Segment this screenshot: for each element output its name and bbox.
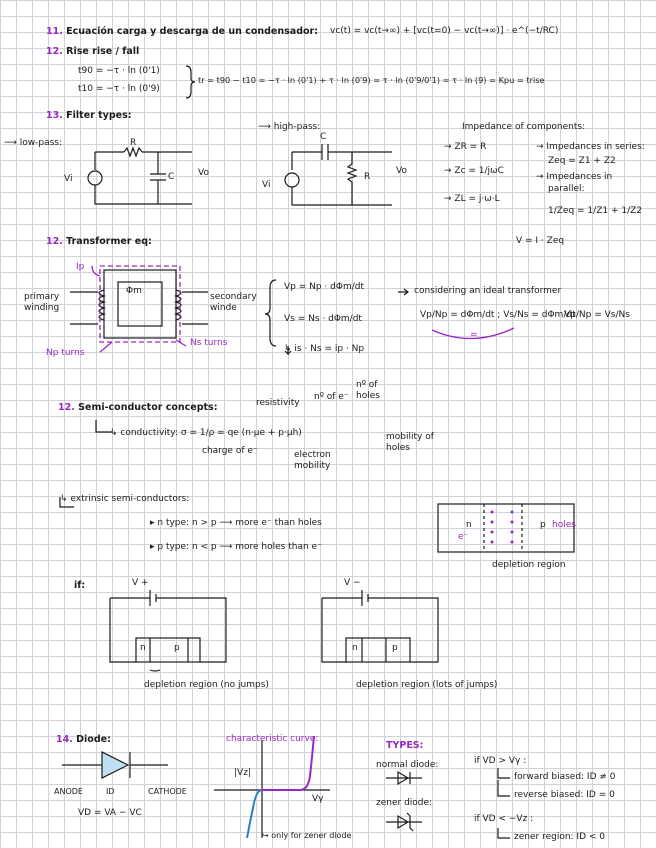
section-number: 11. (46, 26, 63, 37)
brace (186, 66, 195, 98)
battery-1-polarity: V + (132, 578, 149, 588)
semiconductor-heading (58, 402, 218, 413)
hole-count-label: nº of holes (356, 380, 380, 401)
primary-winding-label: primary winding (24, 292, 60, 313)
impedance-capacitor: → Zc = 1/jωC (444, 166, 504, 176)
if-label: if: (74, 580, 86, 591)
series-equation: Zeq = Z1 + Z2 (548, 156, 616, 166)
vs-equation: Vs = Ns · dΦm/dt (284, 314, 362, 324)
electron-count-label: nº of e⁻ (314, 392, 349, 402)
current-equation: ↳ is · Ns = ip · Np (284, 344, 365, 354)
cathode-label: CATHODE (148, 787, 187, 796)
section-title: Filter types: (66, 110, 132, 121)
impedance-inductor: → ZL = j·ω·L (444, 194, 500, 204)
ns-turns-label: Ns turns (190, 338, 228, 348)
diode-symbol (62, 752, 168, 778)
zener-diode-label: zener diode: (376, 798, 433, 808)
section-number: 12. (58, 402, 75, 413)
ratio-equation: Vp/Np = dΦm/dt ; Vs/Ns = dΦm/dt (420, 310, 576, 320)
primary-current-label: Ip (76, 262, 85, 272)
capacitor-label-hp: C (320, 132, 327, 142)
n-region-label: n (466, 520, 472, 530)
section-number: 13. (46, 110, 63, 121)
section-title: Semi-conductor concepts: (78, 402, 218, 413)
bias-circuit-1 (110, 590, 226, 671)
rise-time-equation: tr = t90 − t10 = −τ · ln (0'1) + τ · ln (0'9) = τ · ln (0'9/0'1) = τ · ln (9) = Kpu = trise (198, 75, 545, 85)
zener-note: ↪ only for zener diode (262, 831, 352, 840)
lowpass-label: ⟶ low-pass: (4, 138, 63, 148)
condition-forward: if VD > Vγ : (474, 756, 527, 766)
ohm-law: V = I · Zeq (516, 236, 565, 246)
diode-heading (56, 734, 111, 745)
lowpass-circuit (88, 148, 192, 204)
section-title: Transformer eq: (66, 236, 152, 247)
highpass-circuit (285, 144, 392, 205)
battery-2-polarity: V − (344, 578, 361, 588)
bias-circuit-2 (322, 590, 438, 662)
highpass-label: ⟶ high-pass: (258, 122, 321, 132)
lowpass-text: low-pass: (19, 138, 63, 148)
hole-mobility-label: mobility of holes (386, 432, 434, 453)
depletion-label: depletion region (492, 560, 566, 570)
electron-label: e⁻ (458, 532, 469, 542)
p-label-2: p (392, 643, 398, 653)
zener-note-text: only for zener diode (271, 831, 352, 840)
anode-label: ANODE (54, 787, 83, 796)
np-turns-label: Np turns (46, 348, 85, 358)
ideal-transformer-note: considering an ideal transformer (414, 286, 562, 296)
extrinsic-heading: ↳ extrinsic semi-conductors: (60, 494, 190, 504)
resistivity-label: resistivity (256, 398, 300, 408)
caption-no-jumps: depletion region (no jumps) (144, 680, 269, 690)
p-region-label: p (540, 520, 546, 530)
characteristic-title: characteristic curve: (226, 734, 319, 744)
vo-label-hp: Vo (396, 166, 407, 176)
threshold-voltage-label: Vγ (312, 794, 324, 804)
charge-label: charge of e⁻ (202, 446, 258, 456)
flux-label: Φm (126, 286, 142, 296)
equality-mark: = (470, 330, 478, 340)
diode-current-label: ID (106, 787, 115, 796)
p-label-1: p (174, 643, 180, 653)
t90-equation: t90 = −τ · ln (0'1) (78, 66, 160, 76)
zener-region: zener region: ID < 0 (514, 832, 605, 842)
ntype-line: ▸ n type: n > p ⟶ more e⁻ than holes (150, 518, 322, 528)
forward-biased: forward biased: ID ≠ 0 (514, 772, 616, 782)
impedance-title: Impedance of components: (462, 122, 586, 132)
capacitor-label: C (168, 172, 175, 182)
section-number: 14. (56, 734, 73, 745)
types-title: TYPES: (386, 740, 424, 751)
resistor-label: R (130, 138, 137, 148)
vo-label: Vo (198, 168, 209, 178)
normal-diode-label: normal diode: (376, 760, 439, 770)
transformer-heading (46, 236, 152, 247)
rc-equation: vc(t) = vc(t→∞) + [vc(t=0) − vc(t→∞)] · e^(−t/RC) (330, 26, 559, 36)
electron-mobility-label: electron mobility (294, 450, 331, 471)
section-13-heading (46, 110, 132, 121)
vi-label-hp: Vi (262, 180, 271, 190)
section-number: 12. (46, 236, 63, 247)
reverse-biased: reverse biased: ID = 0 (514, 790, 615, 800)
parallel-label-2: parallel: (548, 184, 585, 194)
resistor-label-hp: R (364, 172, 371, 182)
section-title: Diode: (76, 734, 111, 745)
n-label-2: n (352, 643, 358, 653)
condition-zener: if VD < −Vz : (474, 814, 534, 824)
zener-voltage-label: |Vz| (234, 768, 251, 778)
parallel-label: → Impedances in (536, 172, 613, 182)
ratio-final: Vp/Np = Vs/Ns (564, 310, 630, 320)
vp-equation: Vp = Np · dΦm/dt (284, 282, 364, 292)
secondary-winding-label: secondary winde (210, 292, 257, 313)
holes-label: holes (552, 520, 576, 530)
parallel-equation: 1/Zeq = 1/Z1 + 1/Z2 (548, 206, 642, 216)
caption-lots-of-jumps: depletion region (lots of jumps) (356, 680, 498, 690)
conductivity-equation: ↳ conductivity: σ = 1/ρ = qe (n·μe + p·μh) (110, 428, 302, 438)
section-11-heading (46, 26, 318, 37)
n-label-1: n (140, 643, 146, 653)
impedance-resistor: → ZR = R (444, 142, 487, 152)
diode-voltage-equation: VD = VA − VC (78, 808, 142, 818)
ptype-line: ▸ p type: n < p ⟶ more holes than e⁻ (150, 542, 322, 552)
vi-label: Vi (64, 174, 73, 184)
series-label: → Impedances in series: (536, 142, 645, 152)
section-title: Rise rise / fall (66, 46, 140, 57)
section-12-heading (46, 46, 139, 57)
highpass-text: high-pass: (273, 122, 321, 132)
t10-equation: t10 = −τ · ln (0'9) (78, 84, 160, 94)
section-number: 12. (46, 46, 63, 57)
section-title: Ecuación carga y descarga de un condensador: (66, 26, 319, 37)
characteristic-axes (214, 740, 330, 838)
